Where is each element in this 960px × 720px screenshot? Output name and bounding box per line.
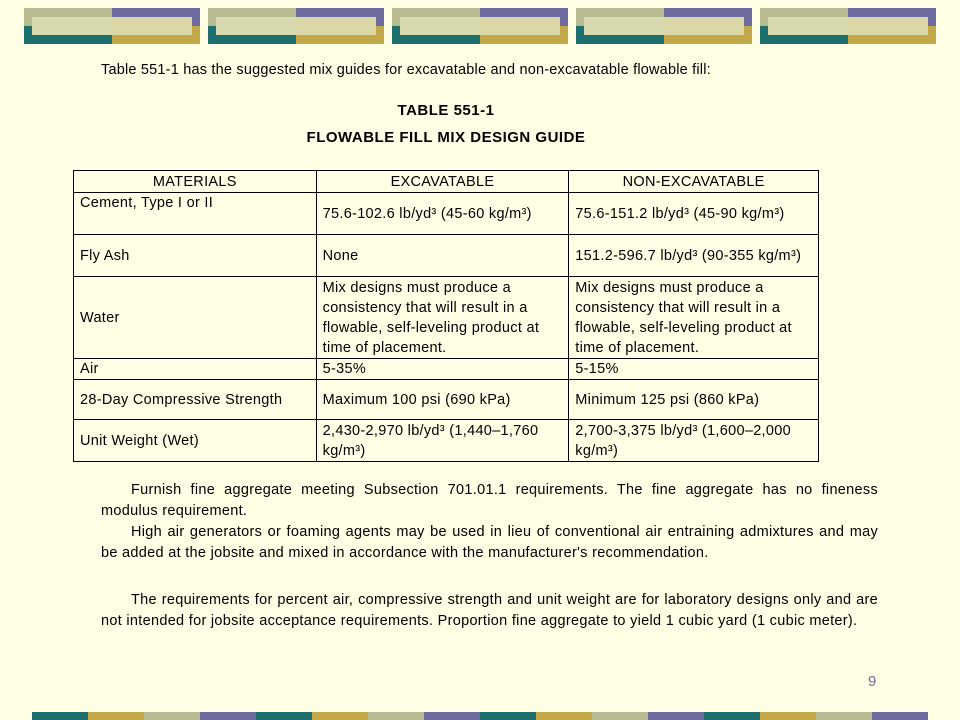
table-cell: 5-35% <box>316 359 569 380</box>
paragraph-text: Furnish fine aggregate meeting Subsection 701.01.1 requirements. The fine aggregate has no fineness modulus requirement. <box>101 482 878 519</box>
paragraph-fine-aggregate <box>101 480 878 522</box>
table-row <box>74 193 819 235</box>
table-title: TABLE 551-1 <box>397 102 495 119</box>
table-cell: 28-Day Compressive Strength <box>74 380 317 420</box>
table-header-row <box>74 171 819 193</box>
paragraph-requirements <box>101 590 878 632</box>
table-row <box>74 359 819 380</box>
decor-block <box>760 8 936 44</box>
footer-decoration <box>32 712 928 720</box>
table-cell: 75.6-151.2 lb/yd³ (45-90 kg/m³) <box>569 193 819 235</box>
intro-text: Table 551-1 has the suggested mix guides for excavatable and non-excavatable flowable fill: <box>101 62 711 78</box>
table-row <box>74 420 819 462</box>
paragraph-air-generators <box>101 522 878 564</box>
paragraph-text: High air generators or foaming agents may be used in lieu of conventional air entraining admixtures and may be added at the jobsite and mixed in accordance with the manufacturer's recommendation. <box>101 524 878 561</box>
header-materials: MATERIALS <box>74 171 317 193</box>
table-cell: 2,700-3,375 lb/yd³ (1,600–2,000 kg/m³) <box>569 420 819 462</box>
table-cell: 5-15% <box>569 359 819 380</box>
table-cell: 75.6-102.6 lb/yd³ (45-60 kg/m³) <box>316 193 569 235</box>
table-cell: Mix designs must produce a consistency that will result in a flowable, self-leveling product at time of placement. <box>316 277 569 359</box>
table-cell: None <box>316 235 569 277</box>
decor-block <box>576 8 752 44</box>
decor-block <box>208 8 384 44</box>
table-cell: 151.2-596.7 lb/yd³ (90-355 kg/m³) <box>569 235 819 277</box>
header-non-excavatable: NON-EXCAVATABLE <box>569 171 819 193</box>
table-cell: Maximum 100 psi (690 kPa) <box>316 380 569 420</box>
page-number: 9 <box>868 673 877 690</box>
header-excavatable: EXCAVATABLE <box>316 171 569 193</box>
table-cell: Cement, Type I or II <box>74 193 317 235</box>
table-cell: Air <box>74 359 317 380</box>
decor-block <box>392 8 568 44</box>
table-cell: Fly Ash <box>74 235 317 277</box>
decor-block <box>24 8 200 44</box>
table-row <box>74 380 819 420</box>
table-cell: Unit Weight (Wet) <box>74 420 317 462</box>
mix-design-table <box>73 170 819 462</box>
table-cell: Mix designs must produce a consistency that will result in a flowable, self-leveling product at time of placement. <box>569 277 819 359</box>
table-subtitle: FLOWABLE FILL MIX DESIGN GUIDE <box>306 129 586 146</box>
table-row <box>74 235 819 277</box>
paragraph-text: The requirements for percent air, compressive strength and unit weight are for laboratory designs only and are not intended for jobsite acceptance requirements. Proportion fine aggregate to yield 1 cubic yard (1 cubic meter). <box>101 592 878 629</box>
table-cell: 2,430-2,970 lb/yd³ (1,440–1,760 kg/m³) <box>316 420 569 462</box>
header-decoration <box>0 8 960 44</box>
table-row <box>74 277 819 359</box>
table-cell: Minimum 125 psi (860 kPa) <box>569 380 819 420</box>
table-cell: Water <box>74 277 317 359</box>
